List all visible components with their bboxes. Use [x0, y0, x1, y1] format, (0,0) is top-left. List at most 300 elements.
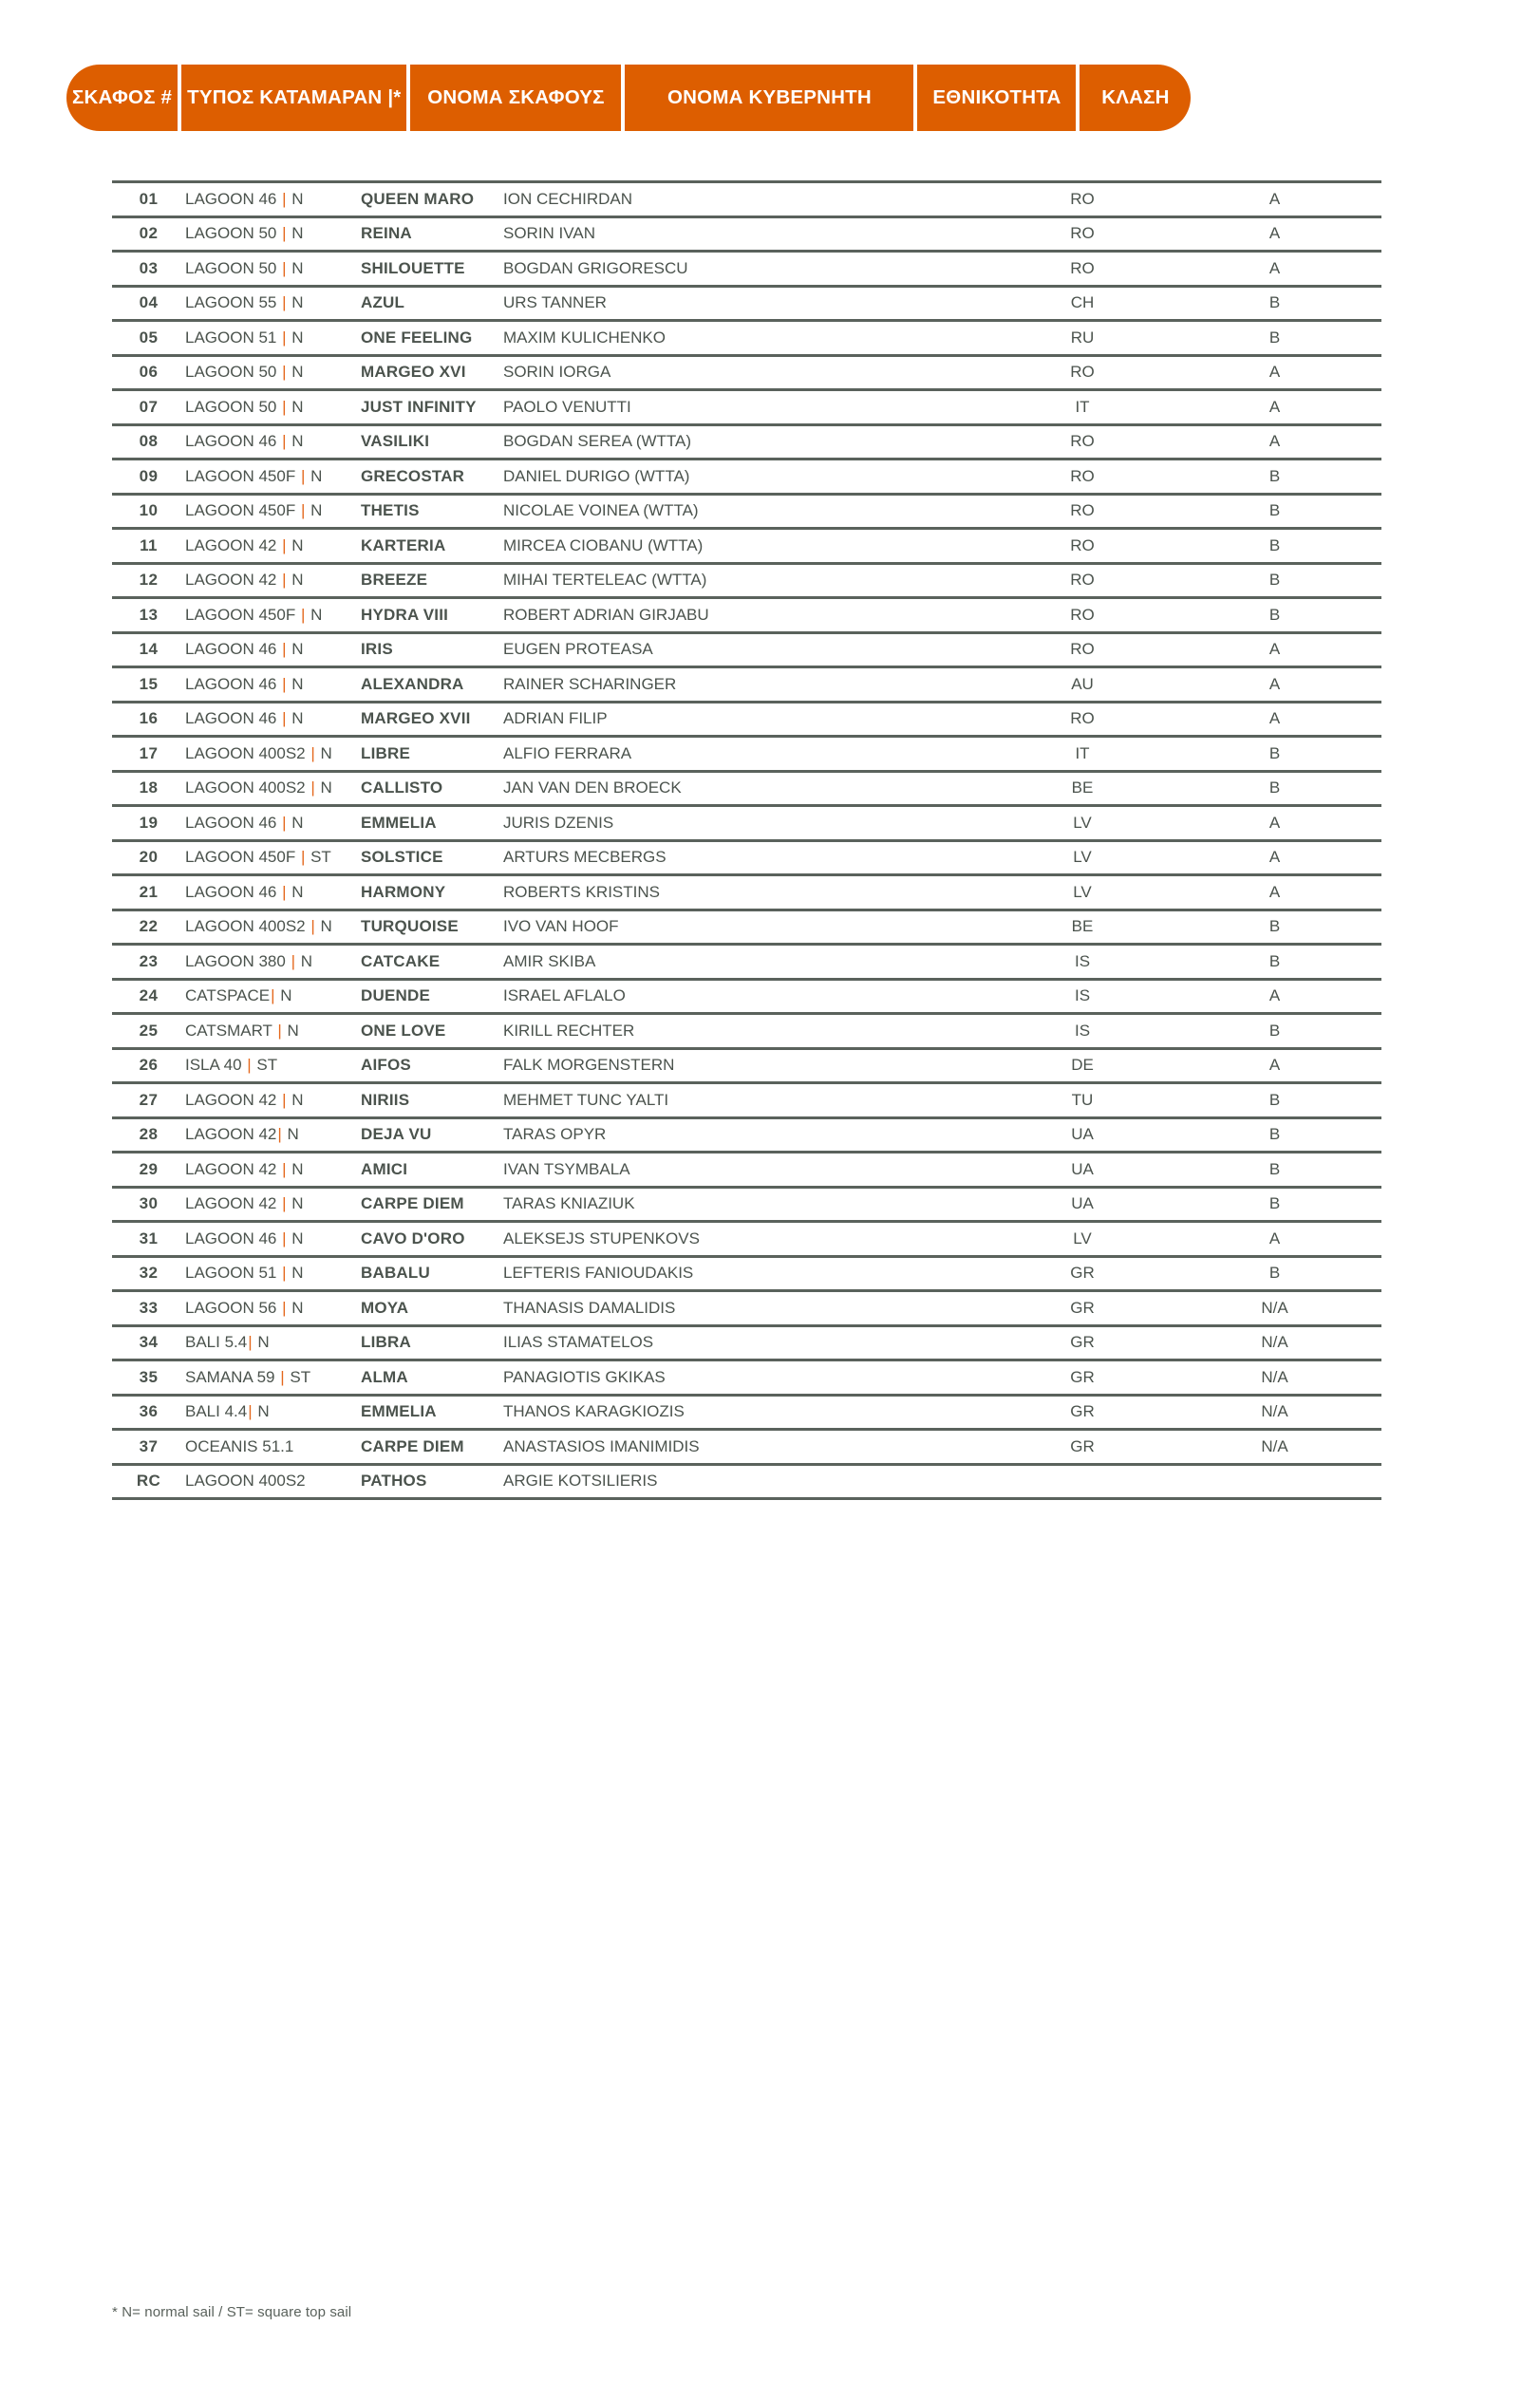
- cell-boat-name: DEJA VU: [361, 1125, 432, 1144]
- cell-catamaran-type: [185, 1437, 361, 1456]
- table-row: [112, 946, 1381, 978]
- cell-nationality: UA: [1071, 1125, 1094, 1144]
- cell-boat-name: SHILOUETTE: [361, 258, 465, 277]
- cell-boat-name: CATCAKE: [361, 951, 441, 970]
- cell-class: B: [1268, 535, 1281, 554]
- cell-catamaran-type: [185, 1056, 361, 1075]
- cell-catamaran-type: [185, 501, 361, 520]
- cell-nationality: RO: [1070, 605, 1095, 624]
- cell-nationality: CH: [1070, 293, 1095, 312]
- cell-nationality: BE: [1071, 778, 1094, 797]
- cell-skipper-name: NICOLAE VOINEA (WTTA): [503, 501, 699, 520]
- table-row: [112, 1223, 1381, 1255]
- row-separator: [112, 1497, 1381, 1500]
- cell-boat-name: IRIS: [361, 640, 393, 659]
- sail-type-divider: |: [310, 743, 315, 762]
- column-header-catamaran-type: ΤΥΠΟΣ ΚΑΤΑΜΑΡΑΝ |*: [181, 65, 406, 131]
- cell-class: B: [1268, 328, 1281, 347]
- catamaran-model: LAGOON 46: [185, 432, 282, 451]
- cell-boat-number: 27: [139, 1090, 159, 1109]
- cell-class: A: [1268, 224, 1281, 243]
- cell-boat-number: 03: [139, 258, 159, 277]
- sail-type-divider: |: [282, 1229, 287, 1247]
- sail-type-divider: |: [282, 432, 287, 451]
- cell-boat-number: 25: [139, 1021, 159, 1040]
- cell-catamaran-type: [185, 1402, 361, 1421]
- cell-class: A: [1268, 1229, 1281, 1247]
- table-row: [112, 253, 1381, 285]
- cell-class: N/A: [1261, 1436, 1288, 1455]
- cell-boat-number: 04: [139, 293, 159, 312]
- cell-boat-number: 08: [139, 432, 159, 451]
- cell-class: A: [1268, 848, 1281, 867]
- cell-catamaran-type: [185, 1091, 361, 1110]
- sail-type: N: [315, 917, 332, 936]
- cell-nationality: AU: [1071, 674, 1094, 693]
- cell-catamaran-type: [185, 363, 361, 382]
- cell-nationality: BE: [1071, 917, 1094, 936]
- sail-type-divider: |: [282, 571, 287, 590]
- cell-catamaran-type: [185, 467, 361, 486]
- cell-class: A: [1268, 674, 1281, 693]
- cell-class: B: [1268, 1125, 1281, 1144]
- cell-boat-number: 18: [139, 778, 159, 797]
- catamaran-model: LAGOON 42: [185, 1125, 277, 1144]
- catamaran-model: LAGOON 50: [185, 363, 282, 382]
- cell-skipper-name: ION CECHIRDAN: [503, 189, 633, 208]
- table-row: [112, 842, 1381, 874]
- table-row: [112, 288, 1381, 320]
- cell-catamaran-type: [185, 1022, 361, 1041]
- catamaran-model: LAGOON 400S2: [185, 917, 310, 936]
- catamaran-model: OCEANIS 51.1: [185, 1436, 294, 1455]
- cell-catamaran-type: [185, 190, 361, 209]
- catamaran-model: LAGOON 46: [185, 674, 282, 693]
- catamaran-model: ISLA 40: [185, 1056, 247, 1075]
- sail-type-divider: |: [300, 501, 306, 520]
- table-row: [112, 1292, 1381, 1324]
- cell-nationality: RO: [1070, 535, 1095, 554]
- cell-boat-name: LIBRA: [361, 1333, 411, 1352]
- cell-catamaran-type: [185, 259, 361, 278]
- cell-boat-name: CALLISTO: [361, 778, 443, 797]
- cell-boat-name: ALEXANDRA: [361, 674, 464, 693]
- cell-nationality: RO: [1070, 466, 1095, 485]
- cell-boat-number: 19: [139, 813, 159, 832]
- cell-boat-name: BREEZE: [361, 571, 428, 590]
- cell-class: A: [1268, 813, 1281, 832]
- cell-catamaran-type: [185, 640, 361, 659]
- sail-type: N: [287, 328, 304, 347]
- cell-nationality: IT: [1075, 743, 1090, 762]
- cell-nationality: IS: [1074, 1021, 1091, 1040]
- cell-boat-name: HARMONY: [361, 882, 446, 901]
- cell-class: N/A: [1261, 1298, 1288, 1317]
- cell-boat-name: AMICI: [361, 1159, 408, 1178]
- cell-class: A: [1268, 363, 1281, 382]
- cell-boat-number: 33: [139, 1298, 159, 1317]
- sail-type-divider: |: [282, 640, 287, 659]
- cell-boat-number: 20: [139, 848, 159, 867]
- catamaran-model: LAGOON 50: [185, 397, 282, 416]
- cell-boat-name: AZUL: [361, 293, 405, 312]
- cell-class: B: [1268, 466, 1281, 485]
- cell-nationality: RO: [1070, 709, 1095, 728]
- table-row: [112, 1431, 1381, 1463]
- cell-skipper-name: KIRILL RECHTER: [503, 1021, 635, 1040]
- cell-skipper-name: PAOLO VENUTTI: [503, 397, 631, 416]
- cell-catamaran-type: [185, 709, 361, 728]
- sail-type: ST: [306, 848, 331, 867]
- cell-class: B: [1268, 501, 1281, 520]
- catamaran-model: LAGOON 400S2: [185, 743, 310, 762]
- catamaran-model: LAGOON 42: [185, 1159, 282, 1178]
- cell-skipper-name: JURIS DZENIS: [503, 813, 614, 832]
- cell-boat-number: 23: [139, 951, 159, 970]
- cell-boat-name: QUEEN MARO: [361, 189, 475, 208]
- catamaran-model: LAGOON 55: [185, 293, 282, 312]
- cell-skipper-name: IVAN TSYMBALA: [503, 1159, 630, 1178]
- sail-type-divider: |: [282, 1159, 287, 1178]
- sail-type: N: [287, 1090, 304, 1109]
- sail-type-divider: |: [310, 778, 315, 797]
- sail-type: N: [275, 986, 292, 1005]
- cell-skipper-name: MAXIM KULICHENKO: [503, 328, 666, 347]
- cell-class: N/A: [1261, 1333, 1288, 1352]
- cell-skipper-name: URS TANNER: [503, 293, 607, 312]
- cell-catamaran-type: [185, 1472, 361, 1491]
- cell-boat-name: EMMELIA: [361, 1402, 437, 1421]
- sail-type: N: [287, 189, 304, 208]
- sail-type: N: [287, 397, 304, 416]
- table-row: [112, 322, 1381, 354]
- catamaran-model: LAGOON 51: [185, 1264, 282, 1283]
- cell-catamaran-type: [185, 952, 361, 971]
- cell-boat-number: 16: [139, 709, 159, 728]
- cell-boat-name: VASILIKI: [361, 432, 430, 451]
- cell-boat-number: 02: [139, 224, 159, 243]
- cell-boat-number: 14: [139, 640, 159, 659]
- cell-boat-number: 11: [140, 535, 158, 554]
- cell-class: B: [1268, 1159, 1281, 1178]
- cell-nationality: RO: [1070, 640, 1095, 659]
- sail-type-divider: |: [282, 397, 287, 416]
- cell-catamaran-type: [185, 328, 361, 347]
- cell-catamaran-type: [185, 606, 361, 625]
- table-row: [112, 738, 1381, 770]
- catamaran-model: LAGOON 400S2: [185, 778, 310, 797]
- sail-type: N: [306, 605, 323, 624]
- cell-class: A: [1268, 986, 1281, 1005]
- cell-catamaran-type: [185, 883, 361, 902]
- cell-class: A: [1268, 1056, 1281, 1075]
- cell-skipper-name: IVO VAN HOOF: [503, 917, 619, 936]
- cell-catamaran-type: [185, 536, 361, 555]
- cell-boat-name: ONE LOVE: [361, 1021, 446, 1040]
- cell-boat-name: LIBRE: [361, 743, 410, 762]
- cell-catamaran-type: [185, 1194, 361, 1213]
- cell-nationality: UA: [1071, 1159, 1094, 1178]
- cell-nationality: RO: [1070, 189, 1095, 208]
- cell-skipper-name: ARGIE KOTSILIERIS: [503, 1472, 658, 1491]
- catamaran-model: LAGOON 450F: [185, 848, 300, 867]
- table-row: [112, 496, 1381, 528]
- cell-boat-number: 05: [139, 328, 159, 347]
- catamaran-model: LAGOON 400S2: [185, 1472, 306, 1491]
- sail-type-divider: |: [247, 1056, 252, 1075]
- cell-skipper-name: MIRCEA CIOBANU (WTTA): [503, 535, 704, 554]
- cell-skipper-name: ANASTASIOS IMANIMIDIS: [503, 1436, 700, 1455]
- cell-skipper-name: ROBERT ADRIAN GIRJABU: [503, 605, 709, 624]
- column-header-class: ΚΛΑΣΗ: [1080, 65, 1191, 131]
- table-row: [112, 981, 1381, 1013]
- sail-type-divider: |: [282, 1090, 287, 1109]
- cell-boat-number: 37: [139, 1436, 159, 1455]
- table-row: [112, 911, 1381, 944]
- cell-skipper-name: ALFIO FERRARA: [503, 743, 632, 762]
- cell-catamaran-type: [185, 744, 361, 763]
- sail-type-divider: |: [282, 258, 287, 277]
- sail-type-divider: |: [300, 605, 306, 624]
- sail-type: ST: [252, 1056, 278, 1075]
- sail-type: N: [287, 1229, 304, 1247]
- table-row: [112, 1084, 1381, 1116]
- catamaran-model: CATSMART: [185, 1021, 277, 1040]
- sail-type: N: [315, 778, 332, 797]
- catamaran-model: BALI 4.4: [185, 1402, 248, 1421]
- table-header: [66, 65, 1405, 131]
- cell-nationality: RO: [1070, 224, 1095, 243]
- sail-type-footnote: * N= normal sail / ST= square top sail: [112, 2304, 352, 2320]
- sail-type: N: [287, 258, 304, 277]
- cell-boat-name: ALMA: [361, 1367, 408, 1386]
- sail-type: N: [287, 293, 304, 312]
- table-row: [112, 391, 1381, 423]
- catamaran-model: LAGOON 46: [185, 1229, 282, 1247]
- sail-type: N: [306, 466, 323, 485]
- cell-catamaran-type: [185, 1368, 361, 1387]
- sail-type-divider: |: [282, 189, 287, 208]
- cell-boat-number: 35: [139, 1367, 159, 1386]
- cell-boat-name: MARGEO XVII: [361, 709, 471, 728]
- sail-type: N: [287, 1194, 304, 1213]
- sail-type: N: [315, 743, 332, 762]
- cell-boat-name: BABALU: [361, 1264, 430, 1283]
- cell-skipper-name: ALEKSEJS STUPENKOVS: [503, 1229, 700, 1247]
- cell-class: N/A: [1261, 1402, 1288, 1421]
- cell-boat-number: 29: [139, 1159, 159, 1178]
- catamaran-model: LAGOON 42: [185, 1194, 282, 1213]
- catamaran-model: LAGOON 42: [185, 535, 282, 554]
- catamaran-model: LAGOON 450F: [185, 501, 300, 520]
- sail-type: N: [287, 813, 304, 832]
- cell-nationality: LV: [1073, 813, 1092, 832]
- catamaran-model: SAMANA 59: [185, 1367, 280, 1386]
- column-header-skipper-name: ΟΝΟΜΑ ΚΥΒΕΡΝΗΤΗ: [625, 65, 913, 131]
- sail-type-divider: |: [282, 1298, 287, 1317]
- sail-type: N: [287, 1159, 304, 1178]
- cell-skipper-name: ROBERTS KRISTINS: [503, 882, 660, 901]
- sail-type-divider: |: [280, 1367, 285, 1386]
- cell-nationality: IS: [1074, 951, 1091, 970]
- cell-skipper-name: MIHAI TERTELEAC (WTTA): [503, 571, 707, 590]
- cell-nationality: LV: [1073, 882, 1092, 901]
- cell-skipper-name: EUGEN PROTEASA: [503, 640, 653, 659]
- cell-skipper-name: TARAS KNIAZIUK: [503, 1194, 635, 1213]
- table-row: [112, 807, 1381, 839]
- cell-nationality: GR: [1070, 1333, 1095, 1352]
- cell-skipper-name: DANIEL DURIGO (WTTA): [503, 466, 690, 485]
- table-row: [112, 1258, 1381, 1290]
- sail-type: N: [287, 674, 304, 693]
- cell-class: B: [1268, 605, 1281, 624]
- sail-type-divider: |: [248, 1333, 253, 1352]
- cell-boat-name: TURQUOISE: [361, 917, 459, 936]
- table-row: [112, 876, 1381, 909]
- cell-catamaran-type: [185, 814, 361, 833]
- sail-type: N: [306, 501, 323, 520]
- table-row: [112, 1153, 1381, 1186]
- sail-type: N: [287, 882, 304, 901]
- sail-type-divider: |: [282, 293, 287, 312]
- cell-skipper-name: JAN VAN DEN BROECK: [503, 778, 682, 797]
- cell-skipper-name: PANAGIOTIS GKIKAS: [503, 1367, 666, 1386]
- cell-boat-number: 17: [139, 743, 159, 762]
- cell-nationality: GR: [1070, 1264, 1095, 1283]
- cell-class: B: [1268, 743, 1281, 762]
- cell-skipper-name: ILIAS STAMATELOS: [503, 1333, 654, 1352]
- cell-skipper-name: THANOS KARAGKIOZIS: [503, 1402, 685, 1421]
- column-header-boat-name: ΟΝΟΜΑ ΣΚΑΦΟΥΣ: [410, 65, 621, 131]
- cell-boat-number: 07: [139, 397, 159, 416]
- cell-boat-name: CARPE DIEM: [361, 1194, 464, 1213]
- sail-type-divider: |: [291, 951, 295, 970]
- cell-boat-number: 24: [139, 986, 159, 1005]
- catamaran-model: LAGOON 42: [185, 1090, 282, 1109]
- cell-catamaran-type: [185, 917, 361, 936]
- cell-catamaran-type: [185, 432, 361, 451]
- cell-nationality: RO: [1070, 258, 1095, 277]
- cell-class: A: [1268, 640, 1281, 659]
- column-header-boat-number: ΣΚΑΦΟΣ #: [66, 65, 178, 131]
- cell-catamaran-type: [185, 224, 361, 243]
- sail-type-divider: |: [282, 882, 287, 901]
- catamaran-model: LAGOON 46: [185, 813, 282, 832]
- cell-nationality: GR: [1070, 1298, 1095, 1317]
- cell-boat-name: HYDRA VIII: [361, 605, 449, 624]
- cell-boat-number: 22: [139, 917, 159, 936]
- sail-type: N: [287, 432, 304, 451]
- table-row: [112, 1015, 1381, 1047]
- cell-boat-number: 13: [139, 605, 159, 624]
- sail-type-divider: |: [282, 1264, 287, 1283]
- cell-nationality: LV: [1073, 1229, 1092, 1247]
- cell-boat-number: 30: [139, 1194, 159, 1213]
- sail-type-divider: |: [282, 328, 287, 347]
- sail-type: N: [287, 535, 304, 554]
- cell-catamaran-type: [185, 293, 361, 312]
- catamaran-model: LAGOON 42: [185, 571, 282, 590]
- catamaran-model: LAGOON 450F: [185, 466, 300, 485]
- cell-boat-name: MOYA: [361, 1298, 409, 1317]
- sail-type-divider: |: [282, 363, 287, 382]
- cell-nationality: RU: [1070, 328, 1095, 347]
- cell-nationality: TU: [1071, 1090, 1094, 1109]
- cell-nationality: RO: [1070, 571, 1095, 590]
- cell-catamaran-type: [185, 848, 361, 867]
- cell-boat-name: MARGEO XVI: [361, 363, 466, 382]
- cell-class: A: [1268, 397, 1281, 416]
- sail-type-divider: |: [277, 1125, 282, 1144]
- cell-boat-number: 36: [139, 1402, 159, 1421]
- cell-boat-number: 34: [139, 1333, 159, 1352]
- cell-boat-name: DUENDE: [361, 986, 430, 1005]
- sail-type: N: [282, 1125, 299, 1144]
- sail-type-divider: |: [310, 917, 315, 936]
- cell-boat-number: 15: [139, 674, 159, 693]
- cell-class: B: [1268, 951, 1281, 970]
- cell-skipper-name: BOGDAN GRIGORESCU: [503, 258, 688, 277]
- catamaran-model: LAGOON 450F: [185, 605, 300, 624]
- cell-boat-number: 09: [139, 466, 159, 485]
- cell-nationality: IT: [1075, 397, 1090, 416]
- table-row: [112, 357, 1381, 389]
- cell-boat-name: ONE FEELING: [361, 328, 473, 347]
- sail-type: N: [287, 1264, 304, 1283]
- table-row: [112, 599, 1381, 631]
- sail-type: N: [287, 1298, 304, 1317]
- cell-boat-name: AIFOS: [361, 1056, 411, 1075]
- cell-class: B: [1268, 917, 1281, 936]
- sail-type-divider: |: [282, 813, 287, 832]
- table-row: [112, 634, 1381, 666]
- cell-class: A: [1268, 258, 1281, 277]
- cell-class: B: [1268, 1264, 1281, 1283]
- table-row: [112, 218, 1381, 251]
- catamaran-model: LAGOON 56: [185, 1298, 282, 1317]
- cell-boat-number: 28: [139, 1125, 159, 1144]
- sail-type: N: [287, 224, 304, 243]
- cell-catamaran-type: [185, 1299, 361, 1318]
- cell-boat-number: 06: [139, 363, 159, 382]
- table-row: [112, 703, 1381, 736]
- cell-skipper-name: AMIR SKIBA: [503, 951, 596, 970]
- cell-skipper-name: FALK MORGENSTERN: [503, 1056, 675, 1075]
- cell-class: B: [1268, 1021, 1281, 1040]
- cell-nationality: IS: [1074, 986, 1091, 1005]
- cell-boat-number: 31: [139, 1229, 159, 1247]
- cell-skipper-name: ISRAEL AFLALO: [503, 986, 626, 1005]
- sail-type-divider: |: [282, 674, 287, 693]
- table-row: [112, 668, 1381, 701]
- cell-catamaran-type: [185, 1229, 361, 1248]
- entry-list-table: [112, 180, 1381, 1500]
- sail-type-divider: |: [248, 1402, 253, 1421]
- cell-boat-number: 32: [139, 1264, 159, 1283]
- table-row: [112, 183, 1381, 216]
- cell-skipper-name: ARTURS MECBERGS: [503, 848, 667, 867]
- catamaran-model: LAGOON 50: [185, 258, 282, 277]
- cell-boat-number: 21: [139, 882, 159, 901]
- catamaran-model: LAGOON 46: [185, 882, 282, 901]
- cell-boat-number: 12: [139, 571, 159, 590]
- cell-class: B: [1268, 778, 1281, 797]
- cell-catamaran-type: [185, 675, 361, 694]
- cell-boat-name: GRECOSTAR: [361, 466, 465, 485]
- cell-boat-name: PATHOS: [361, 1472, 427, 1491]
- catamaran-model: LAGOON 46: [185, 640, 282, 659]
- cell-skipper-name: THANASIS DAMALIDIS: [503, 1298, 676, 1317]
